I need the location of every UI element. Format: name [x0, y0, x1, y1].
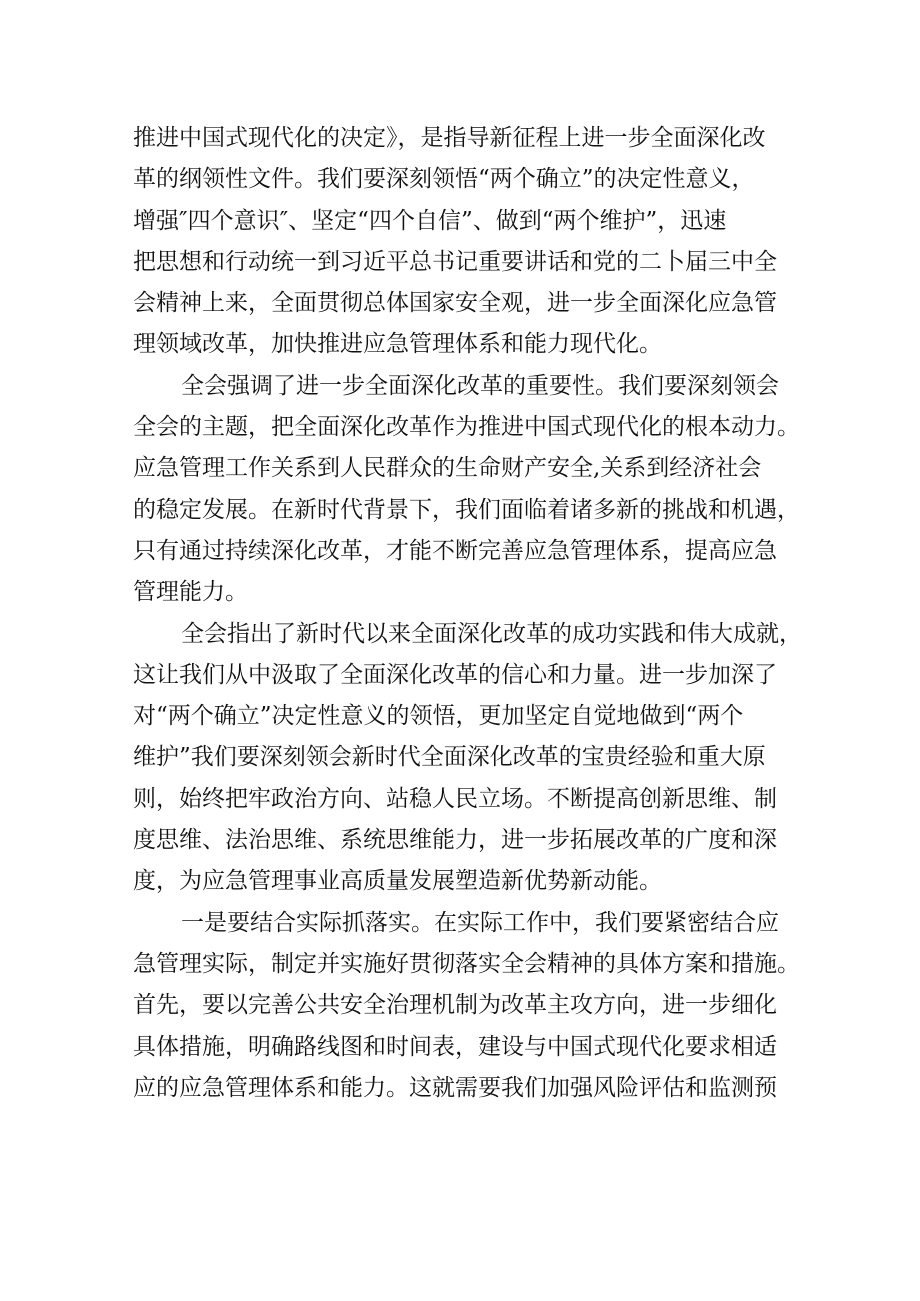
paragraph-2: [133, 366, 813, 614]
text-line: 全会强调了进一步全面深化改革的重要性。我们要深刻领会: [181, 372, 779, 399]
text-line: 度思维、法治思维、系统思维能力，进一步拓展改革的广度和深: [133, 827, 777, 854]
text-line: 理领域改革，加快推进应急管理体系和能力现代化。: [133, 331, 662, 358]
document-body: [133, 118, 813, 1109]
text-line: 这让我们从中汲取了全面深化改革的信心和力量。进一步加深了: [133, 661, 777, 688]
text-line: 全会指出了新时代以来全面深化改革的成功实践和伟大成就，: [181, 620, 802, 647]
paragraph-3: [133, 614, 813, 903]
text-line: 则，始终把牢政治方向、站稳人民立场。不断提高创新思维、制: [133, 785, 777, 812]
text-line: 维护”我们要深刻领会新时代全面深化改革的宝贵经验和重大原: [133, 744, 766, 771]
text-line: 度，为应急管理事业高质量发展塑造新优势新动能。: [133, 868, 662, 895]
text-line: 具体措施，明确路线图和时间表，建设与中国式现代化要求相适: [133, 1033, 777, 1060]
text-line: 革的纲领性文件。我们要深刻领悟“两个确立”的决定性意义，: [133, 166, 755, 193]
text-line: 一是要结合实际抓落实。在实际工作中，我们要紧密结合应: [181, 909, 779, 936]
text-line: 推进中国式现代化的决定》，是指导新征程上进一步全面深化改: [133, 125, 766, 151]
text-line: 应的应急管理体系和能力。这就需要我们加强风险评估和监测预: [133, 1074, 777, 1101]
text-line: 的稳定发展。在新时代背景下，我们面临着诸多新的挑战和机遇，: [133, 496, 800, 523]
text-line: 只有通过持续深化改革，才能不断完善应急管理体系，提高应急: [133, 537, 777, 564]
text-line: 应急管理工作关系到人民群众的生命财产安全,关系到经济社会: [133, 455, 762, 482]
paragraph-4: [133, 903, 813, 1109]
text-line: 首先，要以完善公共安全治理机制为改革主攻方向，进一步细化: [133, 992, 777, 1019]
paragraph-1: [133, 118, 813, 366]
text-line: 增强″四个意识″、坚定“四个自信”、做到“两个维护”，迅速: [133, 207, 727, 234]
text-line: 急管理实际，制定并实施好贯彻落实全会精神的具体方案和措施。: [133, 950, 800, 977]
text-line: 会精神上来，全面贯彻总体国家安全观，进一步全面深化应急管: [133, 290, 777, 317]
text-line: 管理能力。: [133, 579, 248, 606]
text-line: 把思想和行动统一到习近平总书记重要讲话和党的二卜届三中全: [133, 248, 777, 275]
text-line: 全会的主题，把全面深化改革作为推进中国式现代化的根本动力。: [133, 414, 800, 441]
text-line: 对“两个确立”决定性意义的领悟，更加坚定自觉地做到“两个: [133, 703, 744, 730]
